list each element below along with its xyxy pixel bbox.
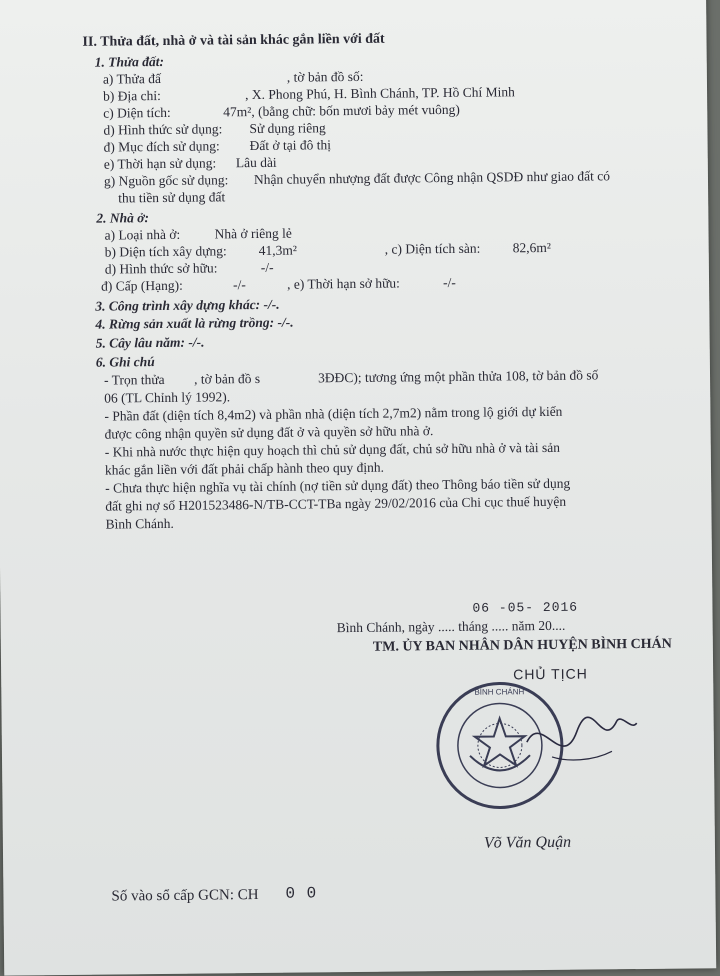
house-e-value: -/- [442, 274, 456, 291]
item-6: 6. Ghi chú [95, 354, 155, 370]
section-title: II. Thửa đất, nhà ở và tài sản khác gắn liền với đất [82, 31, 385, 50]
land-a-value: , tờ bản đồ số: [286, 68, 364, 85]
stamp-date: 06 -05- 2016 [472, 599, 579, 616]
house-dd-label: đ) Cấp (Hạng): [100, 277, 183, 294]
authority: TM. ỦY BAN NHÂN DÂN HUYỆN BÌNH CHÁN [372, 636, 672, 655]
svg-text:BÌNH CHÁNH: BÌNH CHÁNH [474, 687, 525, 697]
item-5: 5. Cây lâu năm: -/-. [95, 334, 205, 351]
land-c-value: 47m², (bằng chữ: bốn mươi bảy mét vuông) [223, 101, 460, 120]
note-line-5: - Khi nhà nước thực hiện quy hoạch thì chủ sử dụng đất, chủ sở hữu nhà ở và tài sản [104, 439, 561, 460]
item-4: 4. Rừng sản xuất là rừng trồng: -/-. [95, 314, 294, 332]
land-dd-label: đ) Mục đích sử dụng: [103, 138, 220, 155]
place-date: Bình Chánh, ngày ..... tháng ..... năm 20.... [336, 617, 566, 636]
item-3: 3. Công trình xây dựng khác: -/-. [95, 296, 280, 314]
note-line-1a: - Trọn thửa [103, 371, 165, 388]
land-d-label: d) Hình thức sử dụng: [103, 121, 223, 138]
signer-name: Võ Văn Quận [483, 833, 572, 852]
land-heading: 1. Thửa đất: [94, 53, 165, 70]
land-b-label: b) Địa chỉ: [102, 87, 161, 104]
signer-title: CHỦ TỊCH [513, 665, 588, 683]
house-d-value: -/- [260, 259, 274, 275]
note-line-2: 06 (TL Chỉnh lý 1992). [104, 389, 231, 406]
land-c-label: c) Diện tích: [103, 104, 171, 121]
land-dd-value: Đất ở tại đô thị [249, 137, 332, 154]
note-line-3: - Phần đất (diện tích 8,4m2) và phần nhà (diện tích 2,7m2) nằm trong lộ giới dự kiến [104, 403, 563, 424]
house-a-value: Nhà ở riêng lẻ [214, 225, 292, 242]
note-line-8: đất ghi nợ số H201523486-N/TB-CCT-TBa ngày 29/02/2016 của Chi cục thuế huyện [105, 493, 567, 514]
note-line-7: - Chưa thực hiện nghĩa vụ tài chính (nợ tiền sử dụng đất) theo Thông báo tiền sử dụng [105, 475, 571, 496]
registry-value: 0 0 [285, 884, 318, 903]
house-c-value: 82,6m² [512, 239, 551, 256]
land-g-value-2: thu tiền sử dụng đất [118, 189, 226, 206]
land-d-value: Sử dụng riêng [249, 120, 326, 137]
land-e-value: Lâu dài [235, 154, 277, 171]
house-c-label: , c) Diện tích sàn: [384, 240, 481, 257]
house-heading: 2. Nhà ở: [96, 210, 150, 226]
house-a-label: a) Loại nhà ở: [104, 226, 181, 243]
house-e-label: , e) Thời hạn sở hữu: [286, 275, 400, 292]
land-e-label: e) Thời hạn sử dụng: [103, 155, 217, 172]
note-line-4: được công nhận quyền sử dụng đất ở và quyền sở hữu nhà ở. [104, 423, 434, 442]
house-b-label: b) Diện tích xây dựng: [104, 243, 227, 260]
land-a-label: a) Thửa đấ [102, 70, 162, 87]
note-line-1b: , tờ bản đồ s [193, 370, 261, 387]
note-line-6: khác gắn liền với đất phải chấp hành theo quy định. [104, 459, 385, 478]
house-dd-value: -/- [232, 277, 246, 293]
house-b-value: 41,3m² [258, 242, 297, 258]
land-g-label: g) Nguồn gốc sử dụng: [103, 172, 229, 189]
signature-icon [521, 701, 642, 782]
registry-label: Số vào sổ cấp GCN: CH [111, 887, 259, 905]
note-line-9: Bình Chánh. [105, 515, 174, 532]
land-g-value: Nhận chuyển nhượng đất được Công nhận QSDĐ như giao đất có [253, 168, 611, 188]
house-d-label: d) Hình thức sở hữu: [104, 260, 218, 277]
land-b-value: , X. Phong Phú, H. Bình Chánh, TP. Hồ Chí Minh [244, 84, 515, 103]
note-line-1c: 3ĐĐC); tương ứng một phần thửa 108, tờ bản đồ số [317, 367, 599, 386]
